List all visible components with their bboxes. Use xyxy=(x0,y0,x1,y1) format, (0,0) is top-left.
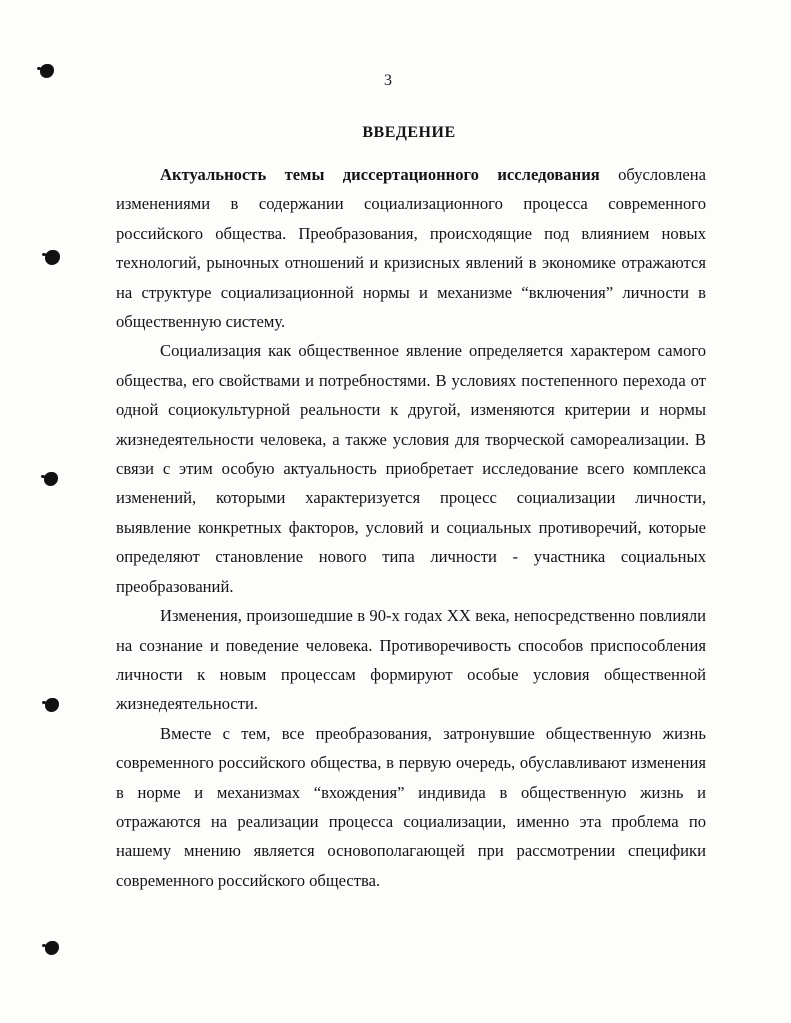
paragraph-lead: Актуальность темы диссертационного исследования xyxy=(160,165,600,184)
page-number: 3 xyxy=(384,72,392,89)
binder-hole-mark xyxy=(45,698,59,712)
paragraph xyxy=(116,160,706,336)
section-heading: ВВЕДЕНИЕ xyxy=(362,124,456,141)
paragraph xyxy=(116,719,706,895)
paragraph-text: Социализация как общественное явление определяется характером самого общества, его свойствами и потребностями. В условиях постепенного перехода от одной социокультурной реальности к другой, изменяются критерии и нормы жизнедеятельности человека, а также условия для творческой самореализации. В связи с этим особую актуальность приобретает исследование всего комплекса изменений, которыми характеризуется процесс социализации личности, выявление конкретных факторов, условий и социальных противоречий, которые определяют становление нового типа личности - участника социальных преобразований. xyxy=(116,341,706,596)
paragraph-text: обусловлена изменениями в содержании социализационного процесса современного российского общества. Преобразования, происходящие под влиянием новых технологий, рыночных отношений и кризисных явлений в экономике отражаются на структуре социализационной нормы и механизме “включения” личности в общественную систему. xyxy=(116,165,706,332)
body-text xyxy=(116,160,706,895)
binder-hole-mark xyxy=(45,941,59,955)
binder-hole-mark xyxy=(44,472,58,486)
paragraph xyxy=(116,336,706,601)
paragraph xyxy=(116,601,706,719)
paragraph-text: Изменения, произошедшие в 90-х годах XX века, непосредственно повлияли на сознание и поведение человека. Противоречивость способов приспособления личности к новым процессам формируют особые условия общественной жизнедеятельности. xyxy=(116,606,706,714)
paragraph-text: Вместе с тем, все преобразования, затронувшие общественную жизнь современного российского общества, в первую очередь, обуславливают изменения в норме и механизмах “вхождения” индивида в общественную жизнь и отражаются на реализации процесса социализации, именно эта проблема по нашему мнению является основополагающей при рассмотрении специфики современного российского общества. xyxy=(116,723,706,890)
binder-hole-mark xyxy=(45,250,60,265)
